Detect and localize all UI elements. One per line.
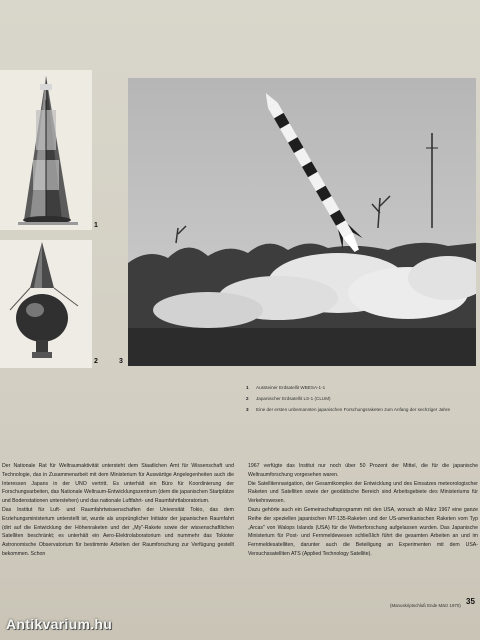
figure-number-1: 1 — [94, 222, 98, 229]
rocket-launch-photo — [128, 78, 476, 366]
figure-captions — [246, 382, 478, 415]
paragraph: Dazu gehörte auch ein Gemeinschaftsprogramm mit den USA, wonach ab März 1967 eine ganze Reihe der speziellen japanischen MT-135-Raketen und der US-amerikanischen Raketen vom Typ „Arcas" von Walops Islands (USA) für die Wetterforschung aufgelassen wurden. Das Japanische Ministerium für Post- und Fernmeldewesen schließlich führt die gesamten Arbeiten an und im Fernmeldesatelliten, darunter auch die Beteiligung an Experimenten mit dem USA-Versuchssatelliten ATS (Applied Technology Satellite). — [248, 506, 478, 557]
caption-1 — [246, 382, 478, 393]
paragraph: Das Institut für Luft- und Raumfahrtwissenschaften der Universität Tokio, das dem Erziehungsministerium unterstellt ist, wurde als ursprünglicher Initiator der japanischen Raumfahrt (dirt auf die Entwicklung der Höhenraketen und der „My"-Rakete sowie der wissenschaftlichen Satelliten beschränkt; es unterhält ein Aero-Elektrolaboratorium und nummehr das Tokioter Astronomische Observatorium für bestimmte Arbeiten der Raumforschung zur Verfügung gestellt bekommen. Schon — [2, 506, 234, 557]
caption-3 — [246, 404, 478, 415]
caption-number: 2 — [246, 396, 249, 401]
satellite-photo-2 — [0, 240, 92, 368]
paragraph: 1967 verfügte das Institut nur noch über 50 Prozent der Mittel, die für die japanische Weltraumforschung vorgesehen waren. — [248, 463, 478, 478]
caption-text: Eine der ersten unbemannten japanischen Forschungsraketen zum Anfang der sechziger Jahre — [256, 407, 451, 412]
caption-text: Japanischer Erdsatellit LS-1 (CLUM) — [256, 396, 331, 401]
paragraph: Die Satellitennavigation, der Gesamtkomplex der Entwicklung und des Einsatzes meteorologischer Raketen und Satelliten sowie der geodätische Bereich sind Arbeitsgebiete des Ministeriums für Verkehrswesen. — [248, 480, 478, 505]
text-column-left — [2, 462, 234, 559]
caption-2 — [246, 393, 478, 404]
caption-number: 3 — [246, 407, 249, 412]
caption-text: Aussteiner Erdsatellit WBESA-1-1 — [256, 385, 326, 390]
text-column-right — [248, 462, 478, 559]
satellite-photo-1 — [0, 70, 92, 230]
manuscript-note: (Manuskriptschluß Ende März 1970) — [390, 603, 461, 608]
figure-number-3: 3 — [119, 358, 123, 365]
caption-number: 1 — [246, 385, 249, 390]
watermark-text: Antikvarium.hu — [6, 616, 113, 632]
page-number: 35 — [466, 597, 475, 606]
figure-number-2: 2 — [94, 358, 98, 365]
paragraph: Der Nationale Rat für Weltraumaktivität untersteht dem Staatlichen Amt für Wissenschaft und Technologie, das in Zusammenarbeit mit dem Ministerium für Auswärtige Angelegenheiten auch die Interessen Japans in der UNO vertritt. Es unterhält ein Büro für Koordinierung der Forschungsarbeiten, das Nationale Weltraum-Entwicklungszentrum (dem die japanischen Startplätze und Bodenstationen unterstehen) und das nationale Luftfahrt- und Raumfahrtlaboratorium. — [2, 463, 234, 505]
